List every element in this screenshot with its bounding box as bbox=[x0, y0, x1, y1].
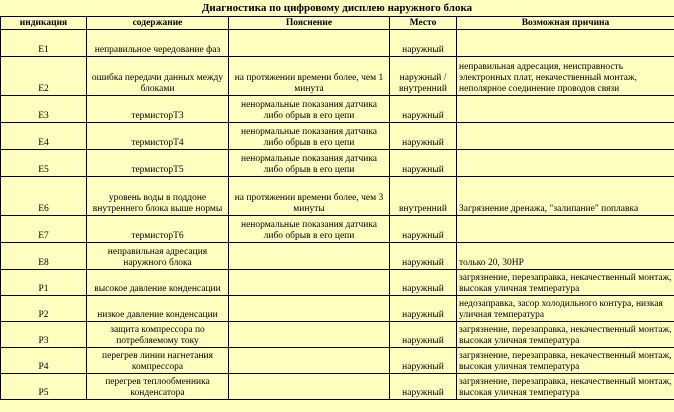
cell-code: E6 bbox=[1, 177, 87, 216]
header-cause: Возможная причина bbox=[457, 17, 674, 30]
cell-code: E8 bbox=[1, 243, 87, 270]
cell-content: перегрев теплообменника конденсатора bbox=[87, 374, 229, 400]
cell-explanation bbox=[229, 243, 390, 270]
cell-cause: только 20, 30HP bbox=[457, 243, 674, 270]
cell-place: наружный bbox=[390, 96, 457, 123]
cell-cause bbox=[457, 216, 674, 243]
cell-explanation: ненормальные показания датчика либо обрыв в его цепи bbox=[229, 150, 390, 177]
cell-place: наружный bbox=[390, 322, 457, 348]
cell-explanation: ненормальные показания датчика либо обрыв в его цепи bbox=[229, 216, 390, 243]
cell-cause bbox=[457, 150, 674, 177]
cell-content: неправильное чередование фаз bbox=[87, 30, 229, 57]
cell-place: наружный bbox=[390, 243, 457, 270]
cell-cause: загрязнение, перезаправка, некачественный монтаж, высокая уличная температура bbox=[457, 322, 674, 348]
cell-content: защита компрессора по потребляемому току bbox=[87, 322, 229, 348]
cell-explanation: на протяжении времени более, чем 3 минуты bbox=[229, 177, 390, 216]
cell-explanation: ненормальные показания датчика либо обрыв в его цепи bbox=[229, 123, 390, 150]
cell-content: перегрев линии нагнетания компрессора bbox=[87, 348, 229, 374]
table-row bbox=[1, 322, 674, 348]
cell-explanation bbox=[229, 322, 390, 348]
cell-content: термисторТ3 bbox=[87, 96, 229, 123]
cell-explanation bbox=[229, 30, 390, 57]
cell-code: P1 bbox=[1, 270, 87, 296]
cell-explanation: на протяжении времени более, чем 1 минута bbox=[229, 57, 390, 96]
cell-place: наружный / внутренний bbox=[390, 57, 457, 96]
cell-explanation bbox=[229, 374, 390, 400]
table-row bbox=[1, 150, 674, 177]
cell-cause: Загрязнение дренажа, "залипание" поплавка bbox=[457, 177, 674, 216]
table-row bbox=[1, 123, 674, 150]
cell-explanation: ненормальные показания датчика либо обрыв в его цепи bbox=[229, 96, 390, 123]
page-title: Диагностика по цифровому дисплею наружного блока bbox=[201, 2, 473, 14]
table-row bbox=[1, 216, 674, 243]
cell-place: наружный bbox=[390, 30, 457, 57]
header-code: индикация bbox=[1, 17, 87, 30]
header-content: содержание bbox=[87, 17, 229, 30]
cell-code: P2 bbox=[1, 296, 87, 322]
cell-cause bbox=[457, 30, 674, 57]
cell-cause bbox=[457, 96, 674, 123]
cell-cause bbox=[457, 123, 674, 150]
table-row bbox=[1, 374, 674, 400]
cell-content: высокое давление конденсации bbox=[87, 270, 229, 296]
table-row bbox=[1, 348, 674, 374]
table-row bbox=[1, 177, 674, 216]
cell-cause: загрязнение, перезаправка, некачественный монтаж, высокая уличная температура bbox=[457, 348, 674, 374]
cell-place: наружный bbox=[390, 374, 457, 400]
cell-explanation bbox=[229, 348, 390, 374]
cell-cause: неправильная адресация, неисправность электронных плат, некачественный монтаж, неполярное соединение проводов связи bbox=[457, 57, 674, 96]
cell-place: наружный bbox=[390, 270, 457, 296]
cell-place: наружный bbox=[390, 216, 457, 243]
cell-content: термисторТ5 bbox=[87, 150, 229, 177]
cell-content: низкое давление конденсации bbox=[87, 296, 229, 322]
table-row bbox=[1, 296, 674, 322]
table-row bbox=[1, 96, 674, 123]
cell-code: E7 bbox=[1, 216, 87, 243]
header-place: Место bbox=[390, 17, 457, 30]
cell-place: наружный bbox=[390, 348, 457, 374]
cell-content: уровень воды в поддоне внутреннего блока выше нормы bbox=[87, 177, 229, 216]
table-row bbox=[1, 243, 674, 270]
cell-code: E3 bbox=[1, 96, 87, 123]
cell-code: E2 bbox=[1, 57, 87, 96]
cell-code: P3 bbox=[1, 322, 87, 348]
cell-place: внутренний bbox=[390, 177, 457, 216]
cell-code: E1 bbox=[1, 30, 87, 57]
table-row bbox=[1, 270, 674, 296]
cell-content: термисторТ4 bbox=[87, 123, 229, 150]
cell-code: E4 bbox=[1, 123, 87, 150]
table-header-row bbox=[1, 17, 674, 30]
cell-place: наружный bbox=[390, 123, 457, 150]
cell-place: наружный bbox=[390, 150, 457, 177]
cell-code: P5 bbox=[1, 374, 87, 400]
cell-code: E5 bbox=[1, 150, 87, 177]
cell-cause: недозаправка, засор холодильного контура, низкая уличная температура bbox=[457, 296, 674, 322]
header-explanation: Пояснение bbox=[229, 17, 390, 30]
cell-code: P4 bbox=[1, 348, 87, 374]
table-row bbox=[1, 57, 674, 96]
cell-cause: загрязнение, перезаправка, некачественный монтаж, высокая уличная температура bbox=[457, 374, 674, 400]
cell-content: неправильная адресация наружного блока bbox=[87, 243, 229, 270]
cell-cause: загрязнение, перезаправка, некачественный монтаж, высокая уличная температура bbox=[457, 270, 674, 296]
cell-content: термисторТ6 bbox=[87, 216, 229, 243]
cell-explanation bbox=[229, 270, 390, 296]
cell-place: наружный bbox=[390, 296, 457, 322]
cell-content: ошибка передачи данных между блоками bbox=[87, 57, 229, 96]
cell-explanation bbox=[229, 296, 390, 322]
diagnostics-table bbox=[0, 16, 674, 400]
table-row bbox=[1, 30, 674, 57]
